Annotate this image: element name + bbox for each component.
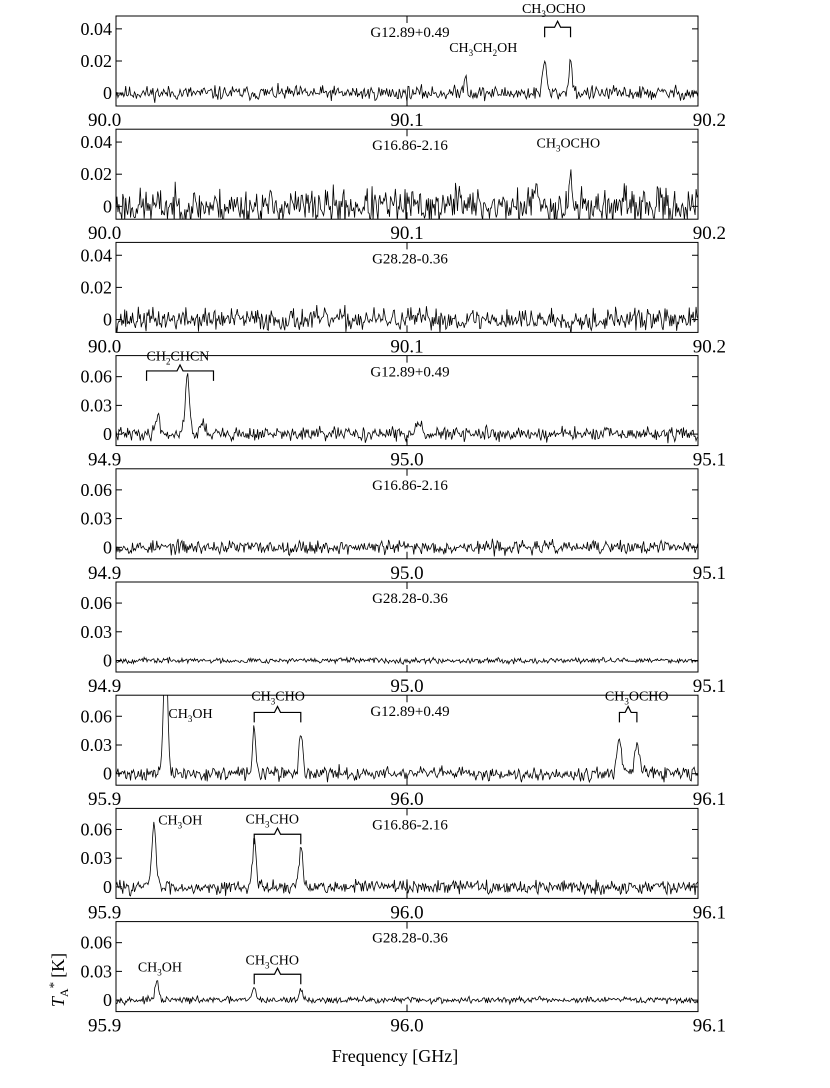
x-tick-label: 95.1 — [692, 562, 726, 584]
x-tick-label: 96.1 — [692, 789, 726, 811]
spectrum-line — [116, 373, 698, 443]
molecule-label-part: 3 — [264, 960, 270, 971]
molecule-bracket — [619, 706, 636, 722]
y-tick-label: 0.06 — [80, 366, 112, 387]
x-tick-label: 96.0 — [390, 789, 424, 811]
y-tick-label: 0 — [103, 763, 112, 784]
y-tick-label: 0.02 — [80, 51, 112, 71]
molecule-label — [147, 349, 210, 366]
molecule-bracket — [545, 21, 571, 37]
x-tick-label: 95.0 — [390, 562, 424, 584]
y-tick-label: 0 — [103, 876, 112, 897]
y-tick-label: 0.03 — [80, 508, 112, 529]
molecule-label-part: 3 — [468, 48, 474, 59]
spectrum-line — [116, 60, 698, 103]
molecule-label-part: CH — [245, 812, 265, 828]
y-tick-label: 0.03 — [80, 961, 112, 982]
x-tick-label: 95.1 — [692, 676, 726, 697]
molecule-bracket — [254, 968, 301, 984]
molecule-label-part: OH — [192, 707, 213, 723]
x-tick-label: 90.2 — [692, 110, 726, 131]
molecule-label — [251, 689, 305, 706]
panel-title: G28.28-0.36 — [372, 591, 448, 607]
molecule-label — [522, 2, 586, 19]
x-tick-label: 95.9 — [88, 1015, 122, 1037]
x-tick-label: 90.1 — [390, 336, 424, 358]
molecule-label — [158, 814, 202, 831]
y-tick-label: 0 — [103, 537, 112, 558]
spectrum-panel — [81, 129, 727, 244]
x-tick-label: 94.9 — [88, 562, 122, 584]
molecule-label-part: CH — [146, 349, 167, 365]
molecule-label — [168, 707, 212, 724]
y-tick-label: 0 — [103, 83, 112, 104]
y-tick-label: 0.04 — [80, 245, 112, 266]
spectrum-panel — [81, 582, 727, 697]
y-tick-label: 0 — [103, 309, 112, 330]
molecule-label-part: CH — [604, 689, 625, 705]
molecule-label-part: 2 — [166, 356, 171, 367]
molecule-label-part: OCHO — [545, 1, 586, 17]
molecule-label-part: 3 — [624, 696, 629, 707]
y-tick-label: 0.02 — [80, 164, 112, 185]
panel-title: G28.28-0.36 — [372, 251, 448, 268]
molecule-label-part: OH — [182, 813, 203, 829]
molecule-label-part: OCHO — [560, 136, 601, 152]
y-tick-label: 0 — [103, 990, 112, 1011]
molecule-label-part: CHCN — [170, 349, 210, 365]
panel-title: G12.89+0.49 — [370, 704, 450, 721]
y-tick-label: 0 — [103, 424, 112, 445]
molecule-label-part: 3 — [270, 696, 276, 707]
y-axis-label — [46, 953, 71, 1007]
y-tick-label: 0.03 — [80, 848, 112, 869]
x-axis-label: Frequency [GHz] — [331, 1046, 459, 1066]
molecule-label — [245, 813, 299, 830]
panel-title: G12.89+0.49 — [370, 364, 450, 381]
molecule-label-part: 3 — [264, 819, 270, 830]
x-tick-label: 90.0 — [88, 223, 122, 245]
molecule-label-part: CH — [536, 136, 556, 152]
y-tick-label: 0.04 — [80, 18, 112, 39]
y-tick-label: 0.06 — [80, 706, 112, 727]
molecule-label-part: CH — [137, 960, 158, 976]
y-tick-label: 0.03 — [80, 621, 112, 642]
spectrum-line — [116, 169, 698, 229]
x-tick-label: 95.9 — [88, 902, 122, 924]
panel-title: G16.86-2.16 — [372, 817, 448, 834]
molecule-label-part: 3 — [541, 8, 546, 19]
molecule-label-part: CH — [251, 689, 271, 705]
molecule-label-part: 3 — [157, 967, 162, 978]
spectrum-panel — [81, 469, 727, 584]
y-tick-label: 0 — [103, 196, 112, 217]
molecule-label-part: 3 — [555, 143, 561, 154]
panel-title: G28.28-0.36 — [372, 930, 448, 947]
x-tick-label: 96.1 — [692, 1015, 726, 1037]
x-tick-label: 90.0 — [88, 336, 122, 358]
molecule-label-part: CHO — [269, 953, 300, 969]
spectrum-line — [116, 657, 698, 664]
spectrum-panel — [81, 922, 727, 1037]
x-tick-label: 90.1 — [390, 110, 424, 131]
x-tick-label: 95.1 — [692, 449, 726, 471]
x-tick-label: 94.9 — [88, 449, 122, 471]
y-tick-label: 0.04 — [80, 132, 112, 153]
molecule-label — [605, 689, 669, 706]
molecule-label-part: 3 — [177, 820, 183, 831]
molecule-label — [449, 41, 517, 58]
y-tick-label: 0 — [103, 650, 112, 671]
x-tick-label: 90.2 — [692, 336, 726, 358]
y-tick-label: 0.02 — [80, 277, 112, 298]
molecule-label — [138, 960, 182, 977]
x-tick-label: 90.0 — [88, 110, 122, 131]
y-tick-label: 0.06 — [80, 479, 112, 500]
molecule-bracket — [147, 365, 214, 381]
molecule-label-part: OCHO — [628, 689, 669, 705]
molecule-label-part: OH — [497, 41, 518, 57]
y-axis-label-sub: A — [57, 988, 71, 998]
y-axis-label-sup: * — [46, 981, 61, 989]
molecule-label-part: CHO — [275, 689, 305, 705]
panel-title: G16.86-2.16 — [372, 138, 448, 155]
molecule-label-part: CH — [521, 1, 542, 17]
y-tick-label: 0.03 — [80, 395, 112, 416]
molecule-label — [536, 137, 600, 154]
x-tick-label: 95.0 — [390, 676, 424, 697]
x-tick-label: 95.9 — [88, 789, 122, 811]
molecule-bracket — [254, 706, 301, 722]
molecule-label-part: OH — [161, 960, 183, 976]
spectrum-panel — [81, 349, 727, 470]
x-tick-label: 96.1 — [692, 902, 726, 924]
x-tick-label: 96.0 — [390, 902, 424, 924]
y-tick-label: 0.06 — [80, 819, 112, 840]
y-tick-label: 0.06 — [80, 593, 112, 614]
molecule-bracket — [254, 828, 301, 844]
molecule-label-part: CH — [158, 813, 178, 829]
molecule-label-part: CH — [449, 41, 469, 57]
molecule-label — [245, 954, 299, 971]
x-tick-label: 96.0 — [390, 1015, 424, 1037]
spectrum-panel — [81, 242, 727, 357]
panel-title: G16.86-2.16 — [372, 477, 448, 494]
y-tick-label: 0.06 — [80, 932, 112, 953]
molecule-label-part: CHO — [269, 812, 300, 828]
x-tick-label: 90.1 — [390, 223, 424, 245]
y-tick-label: 0.03 — [80, 734, 112, 755]
spectrum-panel — [81, 808, 727, 923]
molecule-label-part: CH — [245, 953, 265, 969]
molecule-label-part: CH — [473, 41, 493, 57]
molecule-label-part: 3 — [187, 714, 193, 725]
x-tick-label: 90.2 — [692, 223, 726, 245]
molecule-label-part: CH — [168, 707, 188, 723]
x-tick-label: 94.9 — [88, 676, 122, 697]
spectrum-panel — [81, 2, 727, 131]
molecule-label-part: 2 — [492, 48, 498, 59]
y-axis-label-unit: [K] — [48, 952, 68, 978]
spectrum-line — [116, 981, 698, 1005]
y-axis-label-symbol: T — [48, 997, 68, 1008]
x-tick-label: 95.0 — [390, 449, 424, 471]
panel-title: G12.89+0.49 — [370, 25, 450, 41]
